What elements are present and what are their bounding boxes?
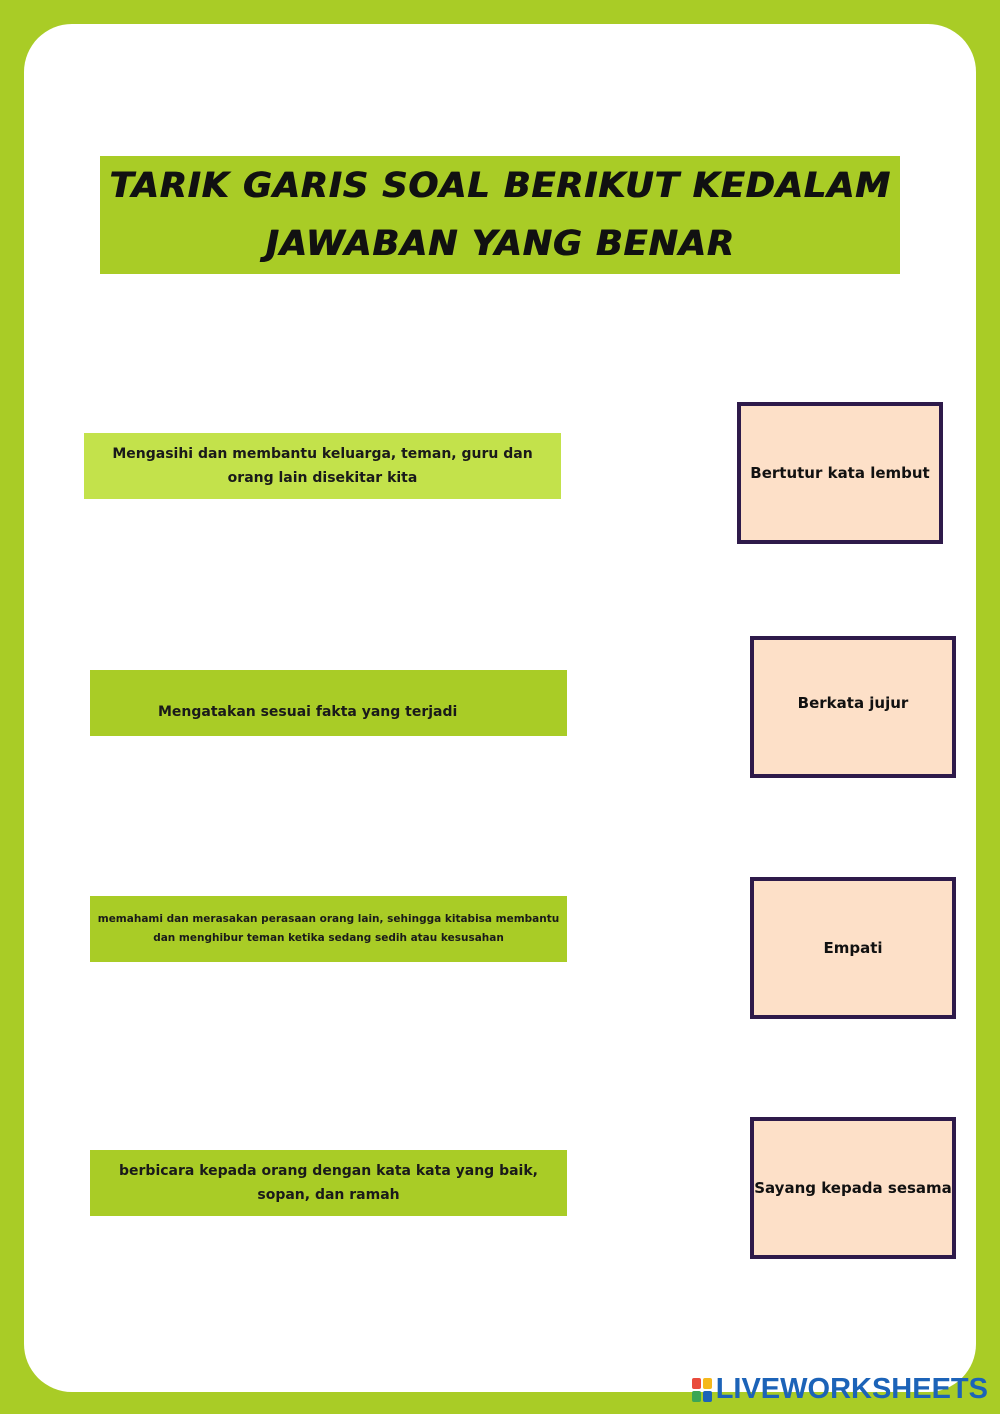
question-1-text: Mengasihi dan membantu keluarga, teman, guru dan orang lain disekitar kita [112,446,533,486]
liveworksheets-logo [692,1373,988,1406]
question-4-text: berbicara kepada orang dengan kata kata yang baik, sopan, dan ramah [119,1163,538,1203]
answer-3[interactable] [750,877,956,1019]
title-line-2: JAWABAN YANG BENAR [265,224,735,264]
answer-1[interactable] [737,402,943,544]
brand-name: LIVEWORKSHEETS [715,1373,988,1405]
answer-1-text: Bertutur kata lembut [750,464,930,482]
question-3-text: memahami dan merasakan perasaan orang lain, sehingga kitabisa membantu dan menghibur teman ketika sedang sedih atau kesusahan [97,913,560,944]
question-4[interactable] [90,1150,567,1216]
question-2[interactable] [90,670,567,736]
title-line-1: TARIK GARIS SOAL BERIKUT KEDALAM [109,166,891,206]
question-1[interactable] [84,433,561,499]
liveworksheets-logo-icon [692,1378,712,1402]
answer-4-text: Sayang kepada sesama [754,1179,952,1197]
question-2-text: Mengatakan sesuai fakta yang terjadi [158,704,458,720]
worksheet-title [100,156,900,274]
answer-3-text: Empati [823,939,883,957]
answer-4[interactable] [750,1117,956,1259]
question-3[interactable] [90,896,567,962]
answer-2[interactable] [750,636,956,778]
answer-2-text: Berkata jujur [797,694,909,712]
